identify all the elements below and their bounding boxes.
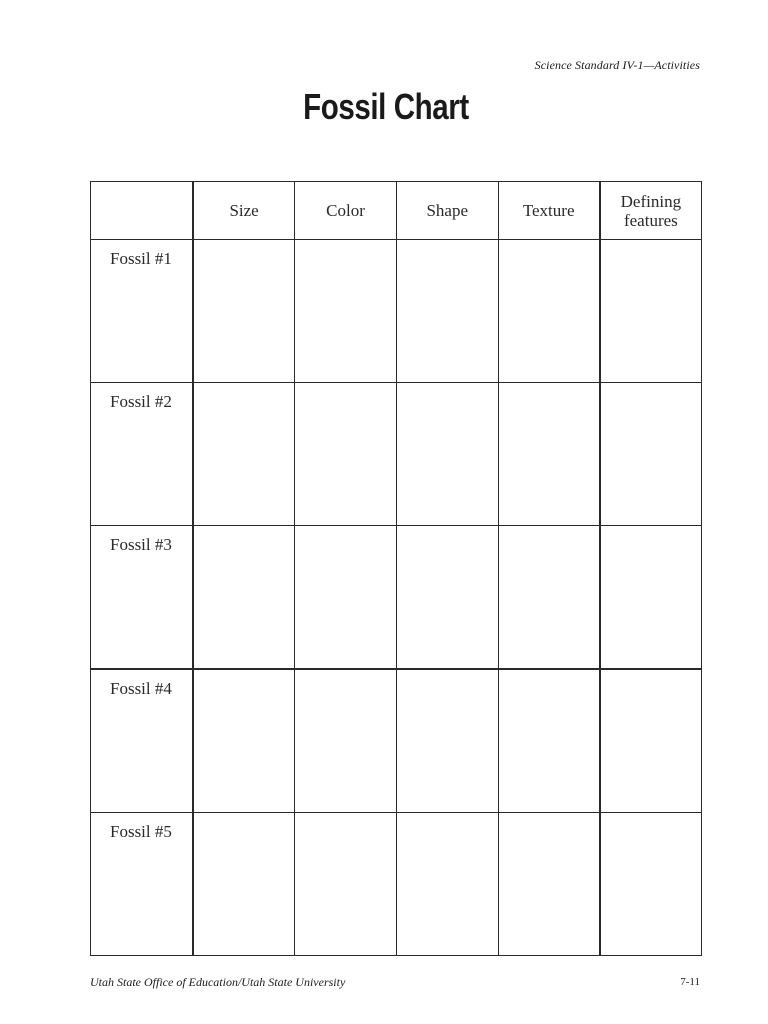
cell-fossil-1-defining-features [600,240,702,383]
column-header-size: Size [193,182,295,240]
cell-fossil-1-size [193,240,295,383]
cell-fossil-3-size [193,526,295,670]
table-row [91,240,702,383]
table-row [91,813,702,956]
page-title: Fossil Chart [303,86,469,127]
cell-fossil-3-defining-features [600,526,702,670]
cell-fossil-2-color [295,383,397,526]
table-row [91,669,702,813]
column-header-texture: Texture [498,182,600,240]
table-header-row [91,182,702,240]
cell-fossil-4-shape [396,669,498,813]
cell-fossil-4-defining-features [600,669,702,813]
cell-fossil-3-texture [498,526,600,670]
column-header-defining-features: Defining features [600,182,702,240]
row-label-fossil-3: Fossil #3 [91,526,194,670]
fossil-chart-table [90,181,702,956]
cell-fossil-2-defining-features [600,383,702,526]
row-label-fossil-1: Fossil #1 [91,240,194,383]
cell-fossil-2-texture [498,383,600,526]
cell-fossil-1-texture [498,240,600,383]
cell-fossil-1-shape [396,240,498,383]
cell-fossil-5-texture [498,813,600,956]
cell-fossil-5-color [295,813,397,956]
cell-fossil-4-color [295,669,397,813]
cell-fossil-2-shape [396,383,498,526]
column-header-shape: Shape [396,182,498,240]
cell-fossil-4-texture [498,669,600,813]
cell-fossil-2-size [193,383,295,526]
header-reference: Science Standard IV-1—Activities [534,58,700,72]
row-label-fossil-4: Fossil #4 [91,669,194,813]
table-row [91,526,702,670]
cell-fossil-5-shape [396,813,498,956]
column-header-color: Color [295,182,397,240]
cell-fossil-4-size [193,669,295,813]
cell-fossil-3-color [295,526,397,670]
row-label-fossil-2: Fossil #2 [91,383,194,526]
cell-fossil-3-shape [396,526,498,670]
cell-fossil-1-color [295,240,397,383]
row-label-fossil-5: Fossil #5 [91,813,194,956]
footer-organization: Utah State Office of Education/Utah State University [90,975,346,989]
footer-page-number: 7-11 [680,976,700,988]
table-row [91,383,702,526]
header-corner-cell [91,182,194,240]
cell-fossil-5-size [193,813,295,956]
cell-fossil-5-defining-features [600,813,702,956]
